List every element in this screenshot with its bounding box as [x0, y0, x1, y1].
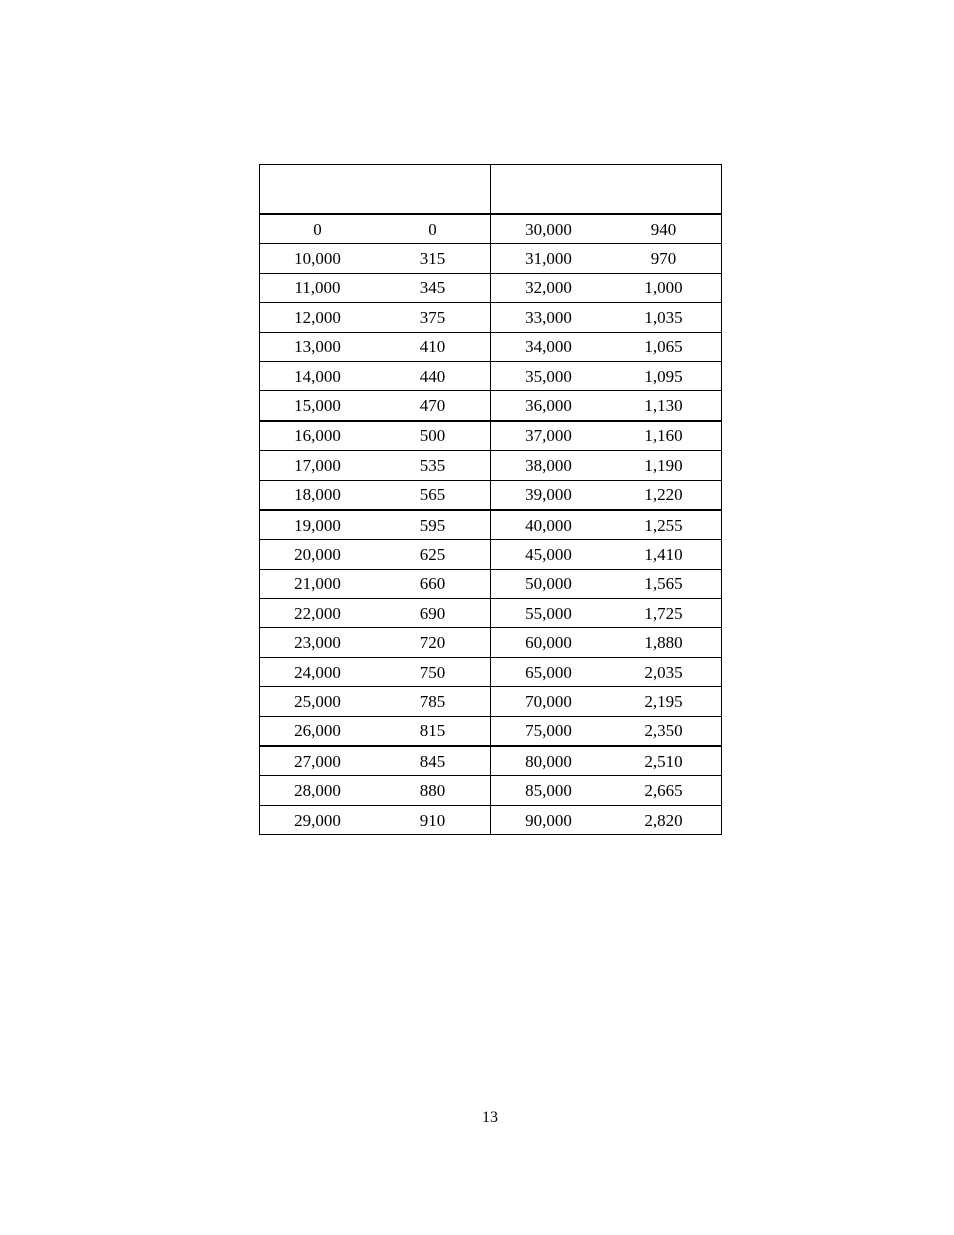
table-cell: 90,000 [491, 805, 607, 834]
table-row [260, 303, 722, 332]
table-cell: 33,000 [491, 303, 607, 332]
table-cell: 1,035 [606, 303, 722, 332]
table-cell: 345 [375, 273, 491, 302]
table-cell: 1,880 [606, 628, 722, 657]
table-cell: 21,000 [260, 569, 376, 598]
table-cell: 470 [375, 391, 491, 421]
table-cell: 1,255 [606, 510, 722, 540]
table-cell: 1,220 [606, 480, 722, 510]
table-cell: 845 [375, 746, 491, 776]
table-row [260, 776, 722, 805]
table-cell: 440 [375, 361, 491, 390]
table-cell: 13,000 [260, 332, 376, 361]
table-row [260, 569, 722, 598]
table-cell: 20,000 [260, 540, 376, 569]
table-cell: 30,000 [491, 214, 607, 244]
page-number: 13 [482, 1109, 498, 1126]
table-cell: 34,000 [491, 332, 607, 361]
table-cell: 22,000 [260, 599, 376, 628]
table-cell: 1,565 [606, 569, 722, 598]
table-cell: 2,665 [606, 776, 722, 805]
table-cell: 0 [375, 214, 491, 244]
table-cell: 11,000 [260, 273, 376, 302]
table-cell: 660 [375, 569, 491, 598]
table-cell: 375 [375, 303, 491, 332]
data-table-body [260, 165, 722, 835]
table-row [260, 244, 722, 273]
table-cell: 815 [375, 716, 491, 746]
table-cell: 1,095 [606, 361, 722, 390]
table-cell: 10,000 [260, 244, 376, 273]
table-row [260, 657, 722, 686]
table-row [260, 361, 722, 390]
table-cell: 50,000 [491, 569, 607, 598]
table-cell: 27,000 [260, 746, 376, 776]
table-cell: 0 [260, 214, 376, 244]
table-cell: 25,000 [260, 687, 376, 716]
table-cell: 39,000 [491, 480, 607, 510]
table-row [260, 451, 722, 480]
table-cell: 32,000 [491, 273, 607, 302]
table-cell: 2,510 [606, 746, 722, 776]
table-header-row [260, 165, 722, 215]
table-cell: 565 [375, 480, 491, 510]
table-cell: 690 [375, 599, 491, 628]
table-cell: 17,000 [260, 451, 376, 480]
table-cell: 70,000 [491, 687, 607, 716]
table-row [260, 510, 722, 540]
table-cell: 940 [606, 214, 722, 244]
table-cell: 410 [375, 332, 491, 361]
header-cell-right [491, 165, 722, 215]
table-cell: 75,000 [491, 716, 607, 746]
table-cell: 40,000 [491, 510, 607, 540]
table-cell: 535 [375, 451, 491, 480]
table-cell: 37,000 [491, 421, 607, 451]
table-row [260, 746, 722, 776]
table-cell: 315 [375, 244, 491, 273]
table-cell: 26,000 [260, 716, 376, 746]
table-cell: 2,820 [606, 805, 722, 834]
table-cell: 750 [375, 657, 491, 686]
table-cell: 85,000 [491, 776, 607, 805]
table-cell: 970 [606, 244, 722, 273]
table-cell: 785 [375, 687, 491, 716]
table-cell: 18,000 [260, 480, 376, 510]
table-cell: 28,000 [260, 776, 376, 805]
table-cell: 31,000 [491, 244, 607, 273]
table-row [260, 421, 722, 451]
table-cell: 1,160 [606, 421, 722, 451]
table-cell: 880 [375, 776, 491, 805]
table-row [260, 716, 722, 746]
table-cell: 16,000 [260, 421, 376, 451]
table-cell: 29,000 [260, 805, 376, 834]
table-cell: 500 [375, 421, 491, 451]
table-cell: 1,130 [606, 391, 722, 421]
data-table [259, 164, 722, 835]
table-row [260, 805, 722, 834]
table-cell: 1,000 [606, 273, 722, 302]
table-row [260, 628, 722, 657]
table-row [260, 214, 722, 244]
table-cell: 1,065 [606, 332, 722, 361]
table-cell: 80,000 [491, 746, 607, 776]
table-cell: 2,350 [606, 716, 722, 746]
table-cell: 65,000 [491, 657, 607, 686]
table-cell: 23,000 [260, 628, 376, 657]
table-cell: 2,035 [606, 657, 722, 686]
table-cell: 910 [375, 805, 491, 834]
table-cell: 1,410 [606, 540, 722, 569]
table-row [260, 599, 722, 628]
table-cell: 35,000 [491, 361, 607, 390]
table-cell: 45,000 [491, 540, 607, 569]
table-cell: 1,190 [606, 451, 722, 480]
table-cell: 60,000 [491, 628, 607, 657]
table-row [260, 480, 722, 510]
table-cell: 38,000 [491, 451, 607, 480]
header-cell-left [260, 165, 491, 215]
table-cell: 2,195 [606, 687, 722, 716]
table-row [260, 687, 722, 716]
table-cell: 55,000 [491, 599, 607, 628]
table-cell: 14,000 [260, 361, 376, 390]
data-table-container [259, 164, 722, 835]
table-cell: 19,000 [260, 510, 376, 540]
table-cell: 595 [375, 510, 491, 540]
table-row [260, 273, 722, 302]
table-cell: 625 [375, 540, 491, 569]
table-cell: 720 [375, 628, 491, 657]
table-cell: 15,000 [260, 391, 376, 421]
table-cell: 12,000 [260, 303, 376, 332]
table-row [260, 332, 722, 361]
table-cell: 24,000 [260, 657, 376, 686]
table-row [260, 391, 722, 421]
table-cell: 36,000 [491, 391, 607, 421]
table-cell: 1,725 [606, 599, 722, 628]
table-row [260, 540, 722, 569]
